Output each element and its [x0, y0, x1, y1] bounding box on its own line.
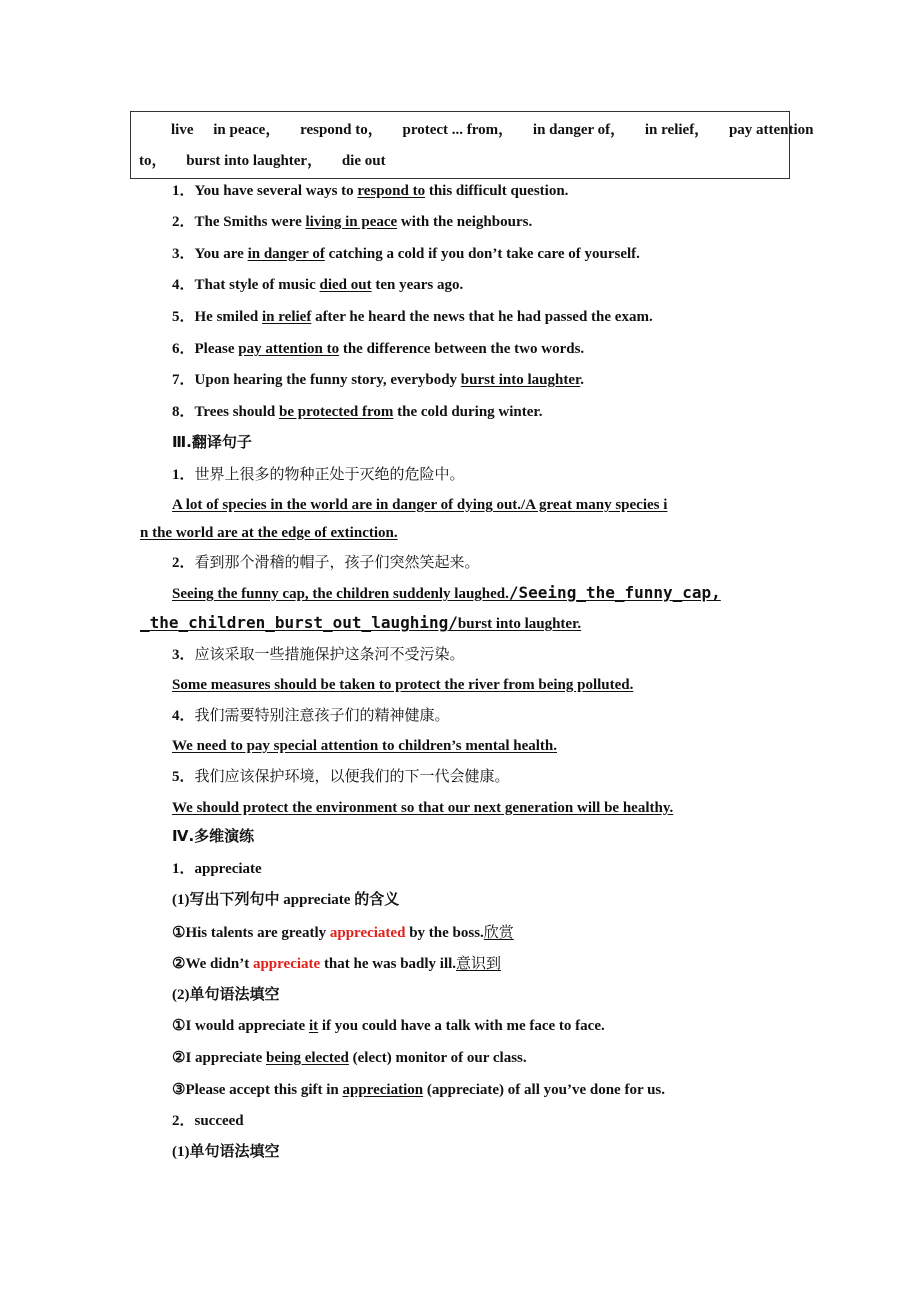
translation-prompt: [172, 553, 480, 572]
answer-blank: respond to: [357, 183, 426, 199]
sentence-text: if you could have a talk with me face to face.: [318, 1018, 605, 1034]
sentence-text: after he heard the news that he had passed the exam.: [311, 309, 653, 325]
chinese-sentence: 看到那个滑稽的帽子，孩子们突然笑起来。: [194, 553, 480, 571]
fill-in-sentence: [172, 340, 584, 358]
grammar-sentence: [172, 1049, 527, 1067]
sentence-text: Please accept this gift in: [185, 1082, 343, 1098]
item-number: 3．: [172, 647, 195, 663]
answer-text: Seeing the funny cap, the children suddenly laughed.: [172, 586, 509, 602]
sentence-text: by the boss.: [405, 925, 484, 941]
answer-blank: appreciation: [342, 1082, 424, 1098]
word-bank-item: in peace，: [213, 122, 281, 138]
sentence-text: catching a cold if you don’t take care of yourself.: [324, 246, 640, 262]
answer-text: burst into laughter.: [457, 616, 582, 632]
answer-blank: burst into laughter: [460, 372, 581, 388]
sentence-text: this difficult question.: [425, 183, 569, 199]
word-bank-item: live: [171, 122, 194, 138]
item-number: 1．: [172, 183, 195, 199]
word-bank-item: protect ... from，: [402, 122, 514, 138]
fill-in-sentence: [172, 213, 532, 231]
sentence-text: Trees should: [194, 404, 279, 420]
part-label: (1)写出下列句中 appreciate 的含义: [172, 892, 400, 908]
item-number: 6．: [172, 341, 195, 357]
fill-in-sentence: [172, 403, 542, 421]
item-number: 2．: [172, 555, 195, 571]
word-bank-item: respond to，: [300, 122, 383, 138]
sentence-text: You are: [194, 246, 248, 262]
translation-answer: Some measures should be taken to protect the river from being polluted.: [172, 677, 634, 693]
circled-number: ①: [172, 925, 186, 941]
circled-number: ②: [172, 956, 186, 972]
sentence-text: (elect) monitor of our class.: [348, 1050, 527, 1066]
sentence-text: You have several ways to: [194, 183, 358, 199]
sentence-text: the difference between the two words.: [339, 341, 585, 357]
word-bank-line-1: [171, 118, 814, 139]
item-number: 5．: [172, 769, 195, 785]
sentence-text: The Smiths were: [194, 214, 306, 230]
sentence-text: I would appreciate: [185, 1018, 309, 1034]
sentence-text: His talents are greatly: [185, 925, 330, 941]
sentence-text: That style of music: [194, 277, 320, 293]
answer-blank: being elected: [266, 1050, 349, 1066]
sentence-text: He smiled: [194, 309, 263, 325]
answer-blank: died out: [319, 277, 372, 293]
word-bank-item: burst into laughter，: [186, 153, 323, 169]
part-label: (2)单句语法填空: [172, 987, 280, 1003]
word-bank-item: in danger of，: [532, 122, 626, 138]
answer-blank: be protected from: [278, 404, 394, 420]
word-bank-item: in relief，: [644, 122, 710, 138]
highlighted-word: appreciate: [252, 956, 321, 972]
item-number: 8．: [172, 404, 195, 420]
item-title: 1．appreciate: [172, 861, 262, 877]
translation-prompt: [172, 706, 450, 725]
answer-blank: pay attention to: [238, 341, 340, 357]
sentence-text: the cold during winter.: [393, 404, 543, 420]
grammar-sentence: [172, 1017, 605, 1035]
chinese-sentence: 我们应该保护环境，以便我们的下一代会健康。: [194, 767, 510, 785]
translation-prompt: [172, 767, 510, 786]
translation-answer: [140, 614, 581, 633]
answer-blank: it: [308, 1018, 319, 1034]
item-number: 1．: [172, 467, 195, 483]
item-title: 2．succeed: [172, 1113, 244, 1129]
sentence-text: I appreciate: [185, 1050, 266, 1066]
translation-prompt: [172, 465, 465, 484]
sentence-text: ten years ago.: [371, 277, 464, 293]
word-bank-line-2: [139, 149, 402, 170]
sentence-text: with the neighbours.: [397, 214, 533, 230]
translation-answer: We should protect the environment so that our next generation will be healthy.: [172, 800, 674, 816]
chinese-sentence: 应该采取一些措施保护这条河不受污染。: [194, 645, 465, 663]
item-number: 5．: [172, 309, 195, 325]
chinese-sentence: 我们需要特别注意孩子们的精神健康。: [194, 706, 450, 724]
answer-text: /Seeing_the_funny_cap,: [508, 583, 721, 602]
answer-blank: in relief: [262, 309, 312, 325]
item-number: 2．: [172, 214, 195, 230]
word-bank-box: [130, 111, 814, 179]
sentence-text: Upon hearing the funny story, everybody: [194, 372, 461, 388]
answer-blank: in danger of: [247, 246, 325, 262]
fill-in-sentence: [172, 182, 568, 200]
answer-text: _the_children_burst_out_laughing/: [140, 613, 458, 632]
grammar-sentence: [172, 1081, 665, 1099]
circled-number: ③: [172, 1082, 186, 1098]
answer-blank: living in peace: [305, 214, 398, 230]
translation-answer: A lot of species in the world are in danger of dying out./A great many species i: [172, 497, 668, 513]
meaning-sentence: [172, 954, 501, 973]
item-number: 3．: [172, 246, 195, 262]
word-bank-item: pay attention: [728, 122, 814, 138]
section-4-heading: Ⅳ.多维演练: [172, 827, 255, 845]
part-label: (1)单句语法填空: [172, 1144, 280, 1160]
sentence-text: .: [580, 372, 585, 388]
answer-blank: 欣赏: [483, 923, 514, 941]
section-3-heading: Ⅲ.翻译句子: [172, 433, 252, 451]
word-bank-item: to，: [139, 153, 167, 169]
meaning-sentence: [172, 923, 514, 942]
translation-answer: We need to pay special attention to children’s mental health.: [172, 738, 557, 754]
sentence-text: We didn’t: [185, 956, 253, 972]
word-bank-item: die out: [341, 153, 386, 169]
chinese-sentence: 世界上很多的物种正处于灭绝的危险中。: [194, 465, 465, 483]
translation-answer: n the world are at the edge of extinction.: [140, 525, 398, 541]
fill-in-sentence: [172, 276, 463, 294]
circled-number: ②: [172, 1050, 186, 1066]
item-number: 4．: [172, 708, 195, 724]
highlighted-word: appreciated: [329, 925, 406, 941]
answer-blank: 意识到: [456, 954, 502, 972]
item-number: 4．: [172, 277, 195, 293]
translation-prompt: [172, 645, 465, 664]
fill-in-sentence: [172, 245, 640, 263]
sentence-text: that he was badly ill.: [320, 956, 457, 972]
circled-number: ①: [172, 1018, 186, 1034]
sentence-text: Please: [194, 341, 239, 357]
translation-answer: [172, 584, 721, 603]
fill-in-sentence: [172, 308, 653, 326]
item-number: 7．: [172, 372, 195, 388]
sentence-text: (appreciate) of all you’ve done for us.: [423, 1082, 666, 1098]
fill-in-sentence: [172, 371, 584, 389]
